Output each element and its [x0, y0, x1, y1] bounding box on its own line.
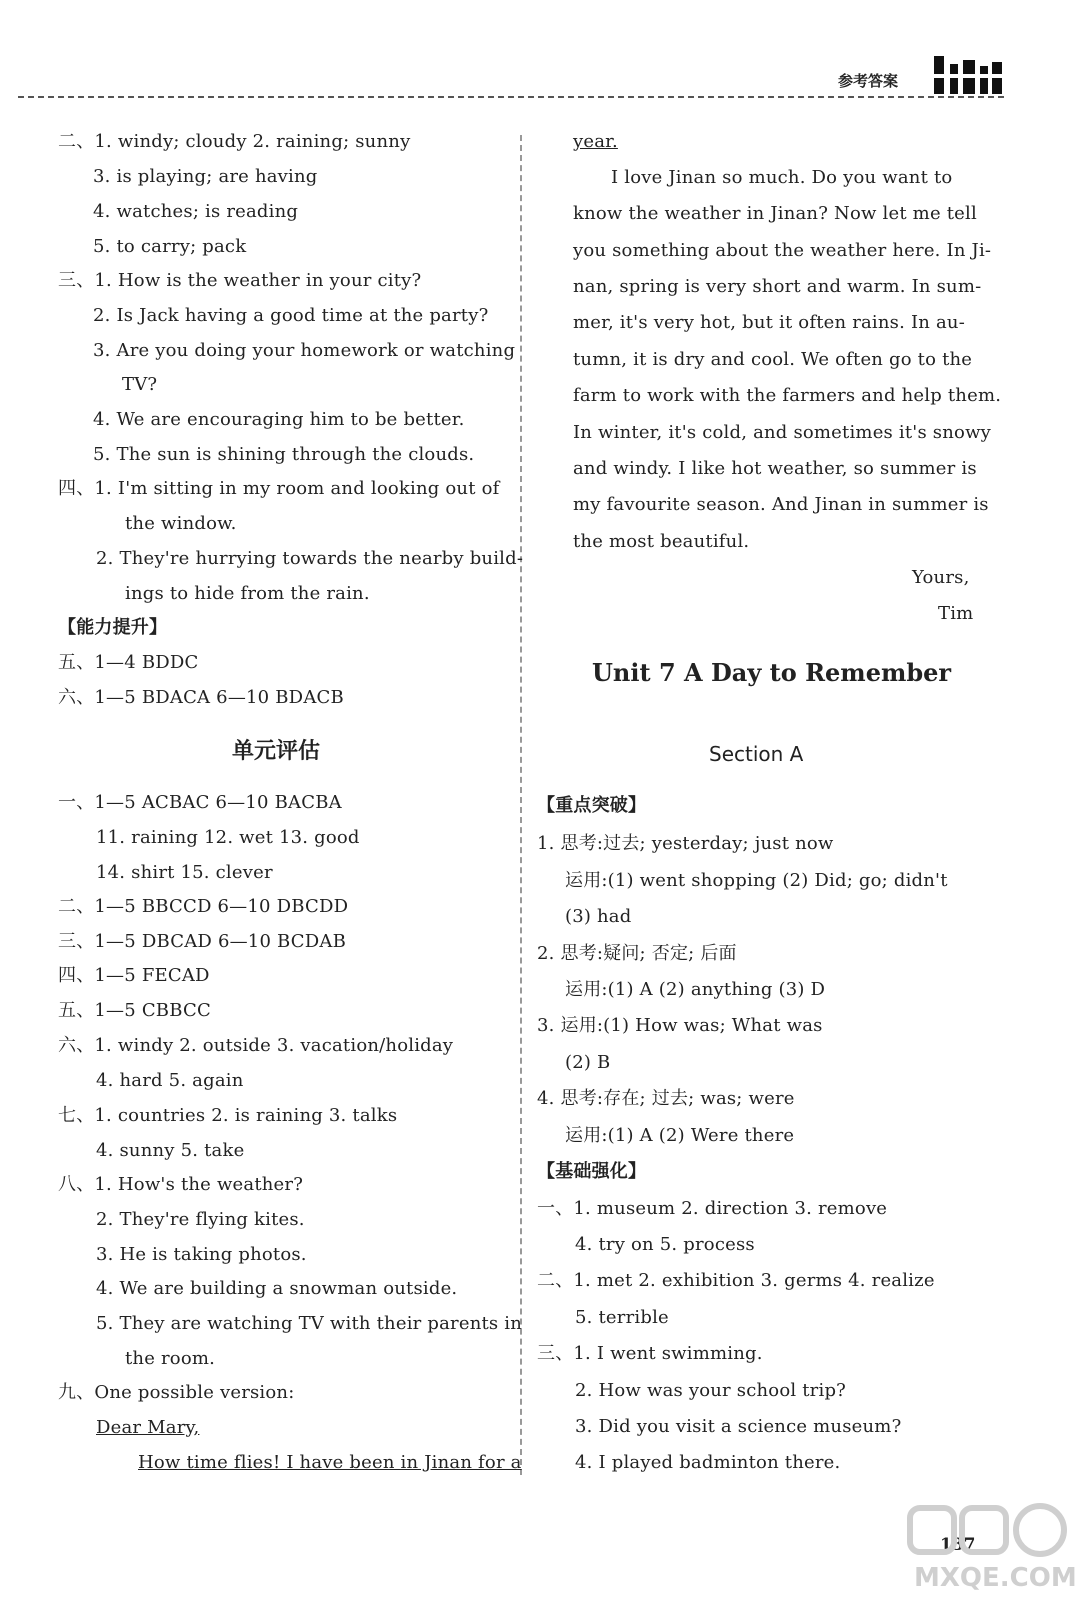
answer-line: 2. 思考:疑问; 否定; 后面 [537, 943, 737, 964]
answer-line: In winter, it's cold, and sometimes it's snowy [573, 422, 992, 443]
answer-line: 一、1. museum 2. direction 3. remove [537, 1198, 888, 1219]
answer-line: 七、1. countries 2. is raining 3. talks [58, 1105, 398, 1126]
answer-line: 【能力提升】 [58, 617, 168, 638]
answer-line: 运用:(1) A (2) anything (3) D [565, 979, 826, 1000]
answer-line: 运用:(1) A (2) Were there [565, 1125, 795, 1146]
answer-line: 3. Did you visit a science museum? [575, 1416, 902, 1437]
answer-line: 3. He is taking photos. [96, 1244, 307, 1265]
section-title: Section A [709, 742, 804, 766]
answer-line: Tim [938, 603, 974, 624]
watermark-logo-icon [900, 1500, 1080, 1595]
answer-line: 1. 思考:过去; yesterday; just now [537, 833, 834, 854]
answer-line: you something about the weather here. In Ji- [573, 240, 992, 261]
answer-line: 4. We are building a snowman outside. [96, 1278, 458, 1299]
answer-line: year. [573, 131, 618, 152]
answer-line: 【基础强化】 [537, 1161, 647, 1182]
header-decoration-icon [930, 52, 1004, 96]
answer-line: 4. hard 5. again [96, 1070, 244, 1091]
answer-line: 五、1—5 CBBCC [58, 1000, 211, 1021]
answer-line: Yours, [912, 567, 970, 588]
page-number: 137 [940, 1535, 976, 1555]
answer-line: 二、1—5 BBCCD 6—10 DBCDD [58, 896, 349, 917]
answer-line: 一、1—5 ACBAC 6—10 BACBA [58, 792, 342, 813]
answer-line: 4. sunny 5. take [96, 1140, 245, 1161]
answer-line: tumn, it is dry and cool. We often go to the [573, 349, 973, 370]
answer-line: 5. The sun is shining through the clouds. [93, 444, 475, 465]
answer-line: 三、1—5 DBCAD 6—10 BCDAB [58, 931, 347, 952]
answer-line: 4. I played badminton there. [575, 1452, 841, 1473]
answer-line: 六、1—5 BDACA 6—10 BDACB [58, 687, 344, 708]
answer-line: 2. How was your school trip? [575, 1380, 847, 1401]
header-rule [18, 96, 1004, 98]
answer-line: 2. Is Jack having a good time at the party? [93, 305, 489, 326]
answer-line: 4. 思考:存在; 过去; was; were [537, 1088, 795, 1109]
answer-line: 二、1. met 2. exhibition 3. germs 4. realize [537, 1270, 935, 1291]
answer-line: I love Jinan so much. Do you want to [611, 167, 953, 188]
answer-line: Dear Mary, [96, 1417, 200, 1438]
answer-line: 3. 运用:(1) How was; What was [537, 1015, 823, 1036]
answer-line: (2) B [565, 1052, 611, 1073]
answer-line: 4. try on 5. process [575, 1234, 755, 1255]
answer-line: nan, spring is very short and warm. In sum- [573, 276, 982, 297]
answer-line: 三、1. I went swimming. [537, 1343, 763, 1364]
answer-line: 四、1—5 FECAD [58, 965, 210, 986]
answer-line: 运用:(1) went shopping (2) Did; go; didn't [565, 870, 948, 891]
answer-line: 九、One possible version: [58, 1382, 295, 1403]
answer-line: know the weather in Jinan? Now let me tell [573, 203, 977, 224]
answer-line: 4. We are encouraging him to be better. [93, 409, 465, 430]
answer-line: mer, it's very hot, but it often rains. In au- [573, 312, 965, 333]
answer-line: the most beautiful. [573, 531, 750, 552]
answer-line: 5. terrible [575, 1307, 669, 1328]
header-label: 参考答案 [838, 72, 899, 90]
answer-line: 八、1. How's the weather? [58, 1174, 304, 1195]
answer-line: 六、1. windy 2. outside 3. vacation/holiday [58, 1035, 454, 1056]
watermark-text: MXQE.COM [914, 1563, 1077, 1593]
answer-line: my favourite season. And Jinan in summer is [573, 494, 989, 515]
answer-line: 四、1. I'm sitting in my room and looking out of [58, 478, 500, 499]
answer-line: 三、1. How is the weather in your city? [58, 270, 422, 291]
unit-title: Unit 7 A Day to Remember [592, 658, 952, 687]
answer-line: 5. They are watching TV with their parents in [96, 1313, 523, 1334]
answer-line: 14. shirt 15. clever [96, 862, 273, 883]
answer-line: farm to work with the farmers and help them. [573, 385, 1002, 406]
answer-line: How time flies! I have been in Jinan for a [138, 1452, 522, 1473]
answer-line: TV? [122, 374, 158, 395]
answer-line: 五、1—4 BDDC [58, 652, 199, 673]
answer-line: the window. [125, 513, 237, 534]
section-heading-unit-assessment: 单元评估 [232, 738, 321, 764]
answer-line: 3. Are you doing your homework or watching [93, 340, 516, 361]
answer-line: 4. watches; is reading [93, 201, 299, 222]
answer-line: 5. to carry; pack [93, 236, 247, 257]
answer-line: 二、1. windy; cloudy 2. raining; sunny [58, 131, 411, 152]
answer-line: the room. [125, 1348, 216, 1369]
answer-line: ings to hide from the rain. [125, 583, 370, 604]
answer-line: 2. They're flying kites. [96, 1209, 305, 1230]
column-divider [520, 135, 522, 1475]
answer-line: (3) had [565, 906, 632, 927]
answer-line: 【重点突破】 [537, 795, 647, 816]
answer-line: 11. raining 12. wet 13. good [96, 827, 360, 848]
answer-line: 2. They're hurrying towards the nearby build- [96, 548, 524, 569]
answer-line: 3. is playing; are having [93, 166, 318, 187]
answer-line: and windy. I like hot weather, so summer is [573, 458, 977, 479]
